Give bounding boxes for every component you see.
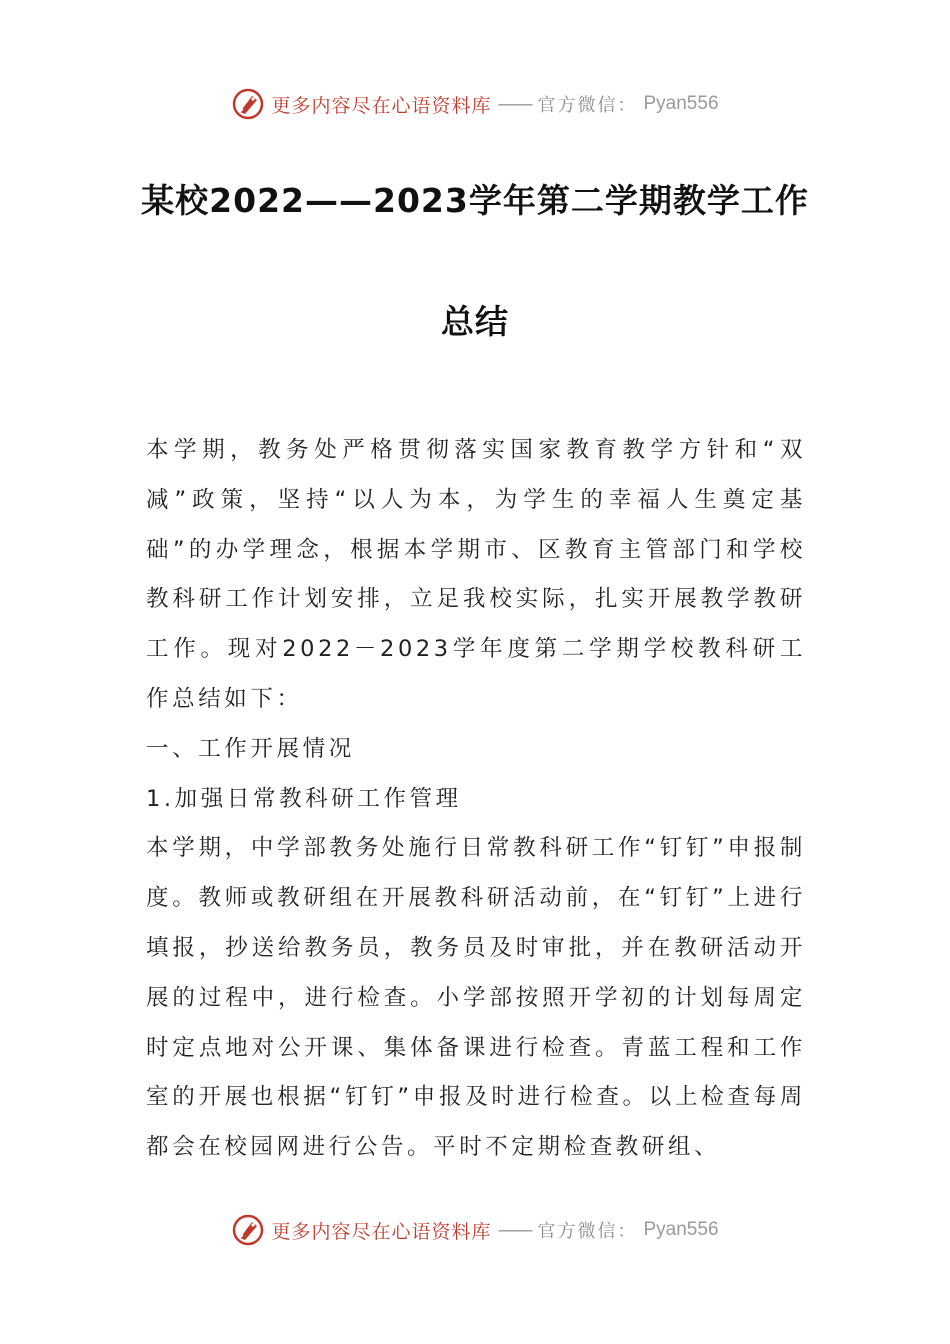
pen-nib-circle-icon [231,1213,265,1247]
banner-wechat-id: Pyan556 [643,93,719,114]
banner-wechat-label: 官方微信： [537,95,638,116]
banner-wechat-label: 官方微信： [537,1221,638,1242]
intro-paragraph: 本学期，教务处严格贯彻落实国家教育教学方针和“双减”政策，坚持“以人为本，为学生的幸福人生奠定基础”的办学理念，根据本学期市、区教育主管部门和学校教科研工作计划安排，立足我校实际，扎实开展教学教研工作。现对2022－2023学年度第二学期学校教科研工作总结如下： [146,437,806,712]
section-heading: 一、工作开展情况 [146,735,355,762]
footer-banner [0,1208,950,1252]
banner-slogan: 更多内容尽在心语资料库 [271,94,492,117]
banner-wechat-id: Pyan556 [643,1219,719,1240]
document-body [146,426,806,1173]
banner-slogan: 更多内容尽在心语资料库 [271,1220,492,1243]
pen-nib-circle-icon [231,87,265,121]
header-banner [0,82,950,126]
document-title-line-1: 某校2022——2023学年第二学期教学工作 [141,181,809,220]
subsection-heading: 1.加强日常教科研工作管理 [146,785,462,812]
document-title-line-2: 总结 [441,302,509,341]
banner-separator: —— [497,1219,532,1241]
body-paragraph: 本学期，中学部教务处施行日常教科研工作“钉钉”申报制度。教师或教研组在开展教科研活动前，在“钉钉”上进行填报，抄送给教务员，教务员及时审批，并在教研活动开展的过程中，进行检查。小学部按照开学初的计划每周定时定点地对公开课、集体备课进行检查。青蓝工程和工作室的开展也根据“钉钉”申报及时进行检查。以上检查每周都会在校园网进行公告。平时不定期检查教研组、 [146,835,806,1161]
banner-separator: —— [497,93,532,115]
